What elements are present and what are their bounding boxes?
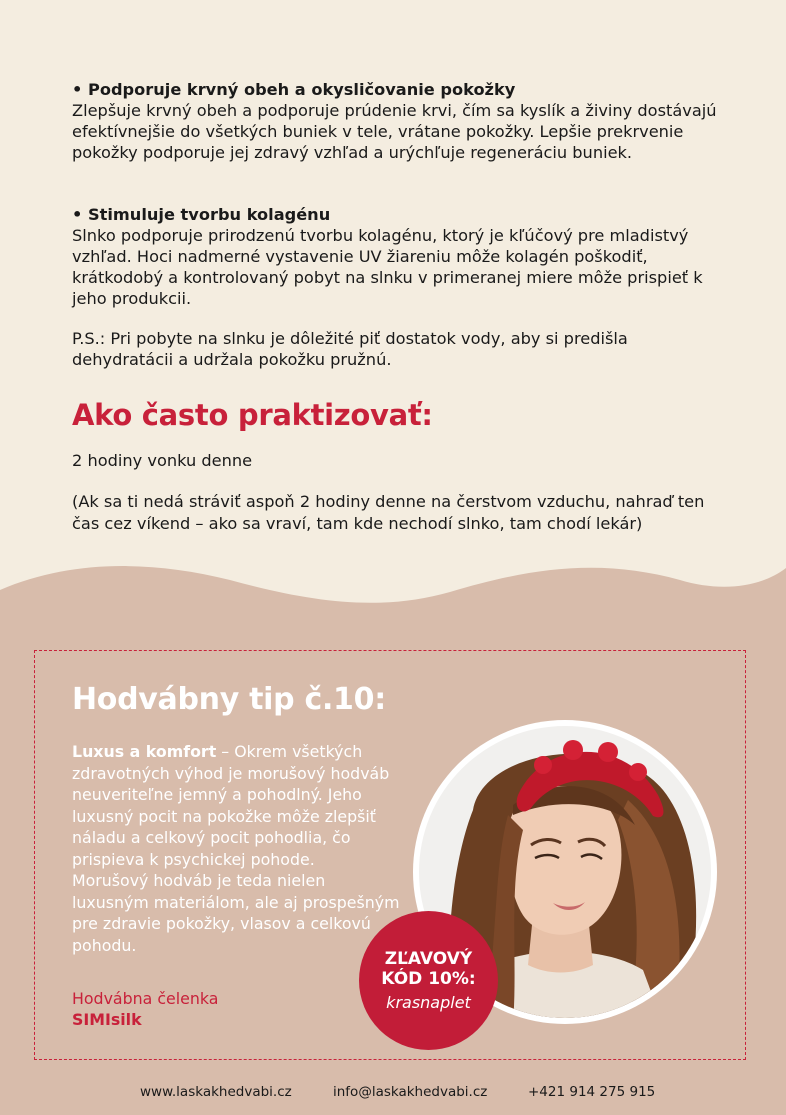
phone-number[interactable]: +421 914 275 915	[528, 1084, 656, 1100]
benefit-heading: • Podporuje krvný obeh a okysličovanie pokožky	[72, 80, 516, 99]
badge-line-2: KÓD 10%:	[381, 968, 476, 989]
benefit-body: Slnko podporuje prirodzenú tvorbu kolagénu, ktorý je kľúčový pre mladistvý vzhľad. Hoci nadmerné vystavenie UV žiareniu môže kolagén poškodiť, krátkodobý a kontrolovaný pobyt na slnku v primeranej miere môže prispieť k jeho produkcii.	[72, 226, 703, 308]
tip-title: Hodvábny tip č.10:	[72, 682, 386, 717]
benefit-heading: • Stimuluje tvorbu kolagénu	[72, 205, 331, 224]
practice-amount: 2 hodiny vonku denne	[72, 451, 253, 470]
email-link[interactable]: info@laskakhedvabi.cz	[333, 1084, 488, 1100]
benefit-blood-circulation	[72, 79, 722, 163]
product-brand: SIMIsilk	[72, 1010, 142, 1029]
tip-body: – Okrem všetkých zdravotných výhod je morušový hodváb neuveriteľne jemný a pohodlný. Jeho luxusný pocit na pokožke môže zlepšiť náladu a celkový pocit pohodlia, čo prispieva k psychickej pohode.	[72, 742, 390, 869]
product-name: Hodvábna čelenka	[72, 989, 219, 1008]
discount-code: krasnaplet	[386, 992, 471, 1012]
benefit-collagen	[72, 204, 722, 309]
practice-note: (Ak sa ti nedá stráviť aspoň 2 hodiny denne na čerstvom vzduchu, nahraď ten čas cez víkend – ako sa vraví, tam kde nechodí slnko, tam chodí lekár)	[72, 492, 705, 533]
discount-badge	[359, 911, 498, 1050]
tip-lead: Luxus a komfort	[72, 742, 217, 761]
tip-text	[72, 741, 402, 956]
tip-body-2: Morušový hodváb je teda nielen luxusným materiálom, ale aj prospešným pre zdravie pokožky, vlasov a celkovú pohodu.	[72, 871, 400, 955]
product-link[interactable]	[72, 988, 218, 1030]
benefit-body: Zlepšuje krvný obeh a podporuje prúdenie krvi, čím sa kyslík a živiny dostávajú efektívnejšie do všetkých buniek v tele, vrátane pokožky. Lepšie prekrvenie pokožky podporuje jej zdravý vzhľad a urýchľuje regeneráciu buniek.	[72, 101, 717, 162]
badge-line-1: ZĽAVOVÝ	[384, 948, 473, 969]
website-link[interactable]: www.laskakhedvabi.cz	[140, 1084, 292, 1100]
postscript: P.S.: Pri pobyte na slnku je dôležité piť dostatok vody, aby si predišla dehydratácii a udržala pokožku pružnú.	[72, 329, 628, 369]
practice-title: Ako často praktizovať:	[72, 398, 433, 432]
